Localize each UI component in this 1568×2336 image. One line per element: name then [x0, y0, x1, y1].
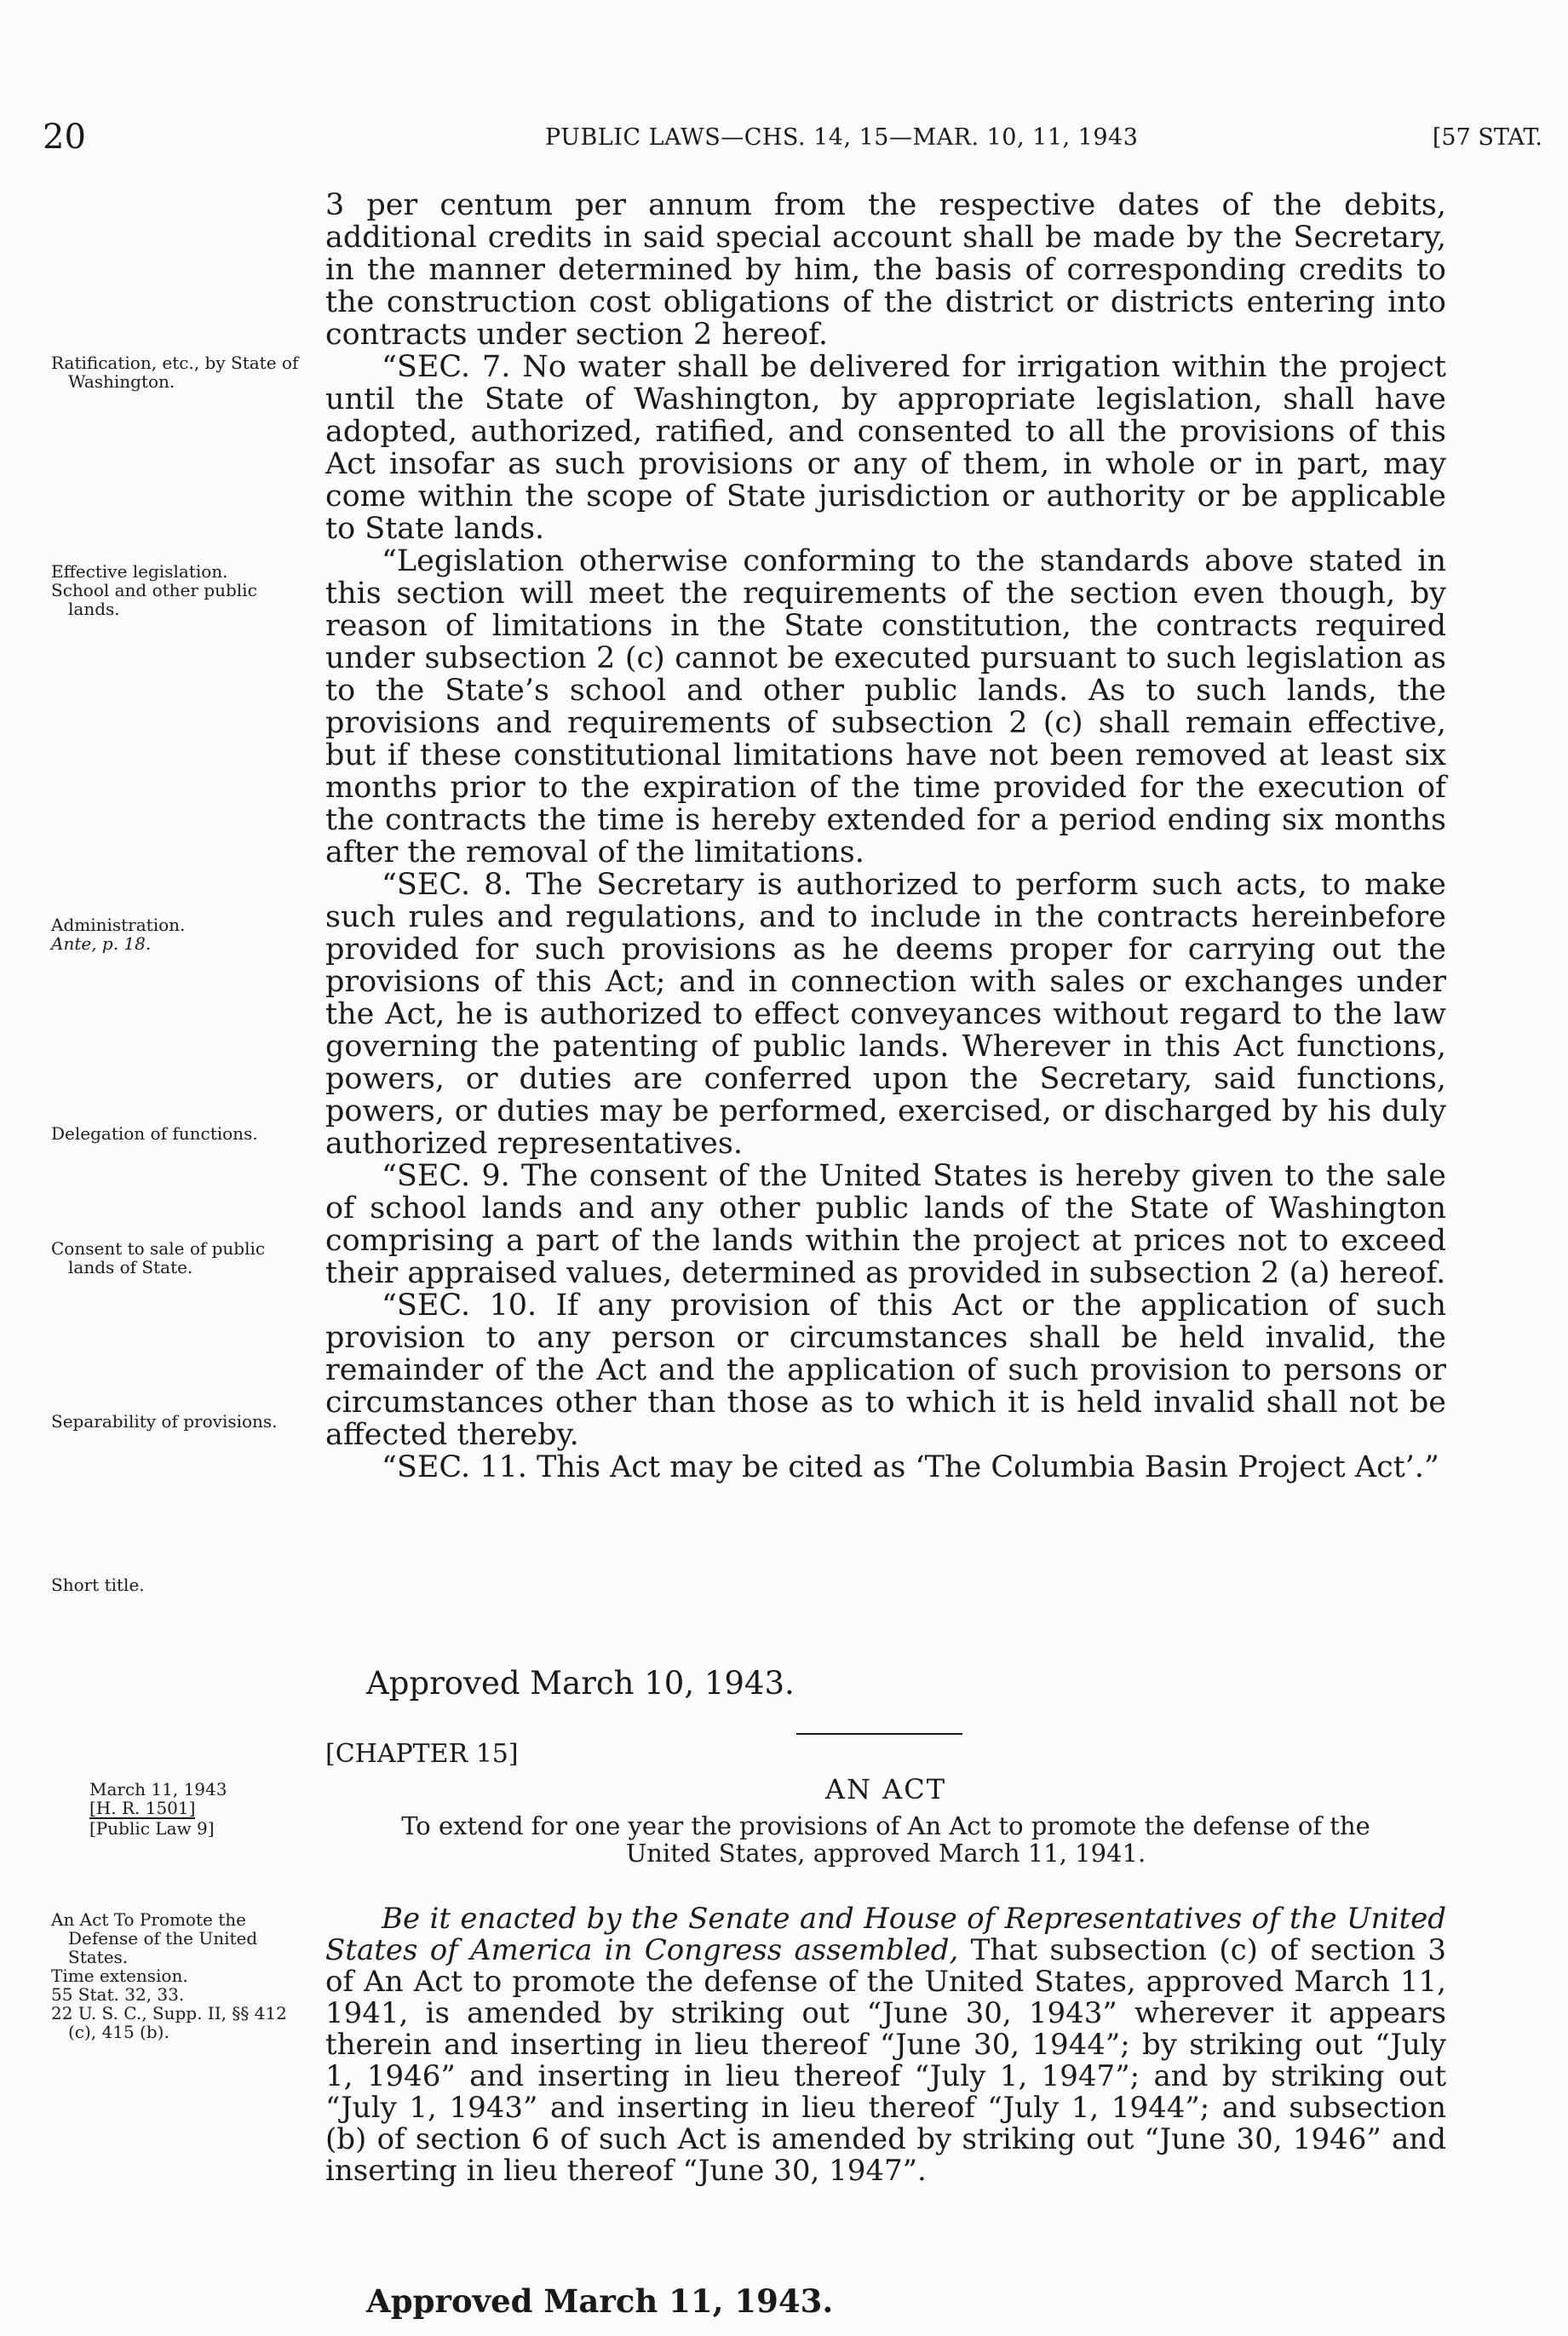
- amendment-text: That subsection (c) of section 3 of An Act to promote the defense of the United States, approved March 11, 1941, is amended by striking out “June 30, 1943” wherever it appears therein and inserting in lieu thereof “June 30, 1944”; by striking out “July 1, 1946” and inserting in lieu thereof “July 1, 1947”; and by striking out “July 1, 1943” and inserting in lieu thereof “July 1, 1944”; and subsection (b) of section 6 of such Act is amended by striking out “June 30, 1946” and inserting in lieu thereof “June 30, 1947”.: [325, 1933, 1447, 2188]
- section-8: “SEC. 8. The Secretary is authorized to perform such acts, to make such rules and regulations, and to include in the contracts hereinbefore provided for such provisions as he deems proper for carrying out the provisions of this Act; and in connection with sales or exchanges under the Act, he is authorized to effect conveyances without regard to the law governing the patenting of public lands. Wherever in this Act functions, powers, or duties are conferred upon the Secretary, said functions, powers, or duties may be performed, exercised, or discharged by his duly authorized representatives.: [325, 868, 1446, 1161]
- legislation-paragraph: “Legislation otherwise conforming to the standards above stated in this section will meet the requirements of the section even though, by reason of limitations in the State constitution, the contracts required under subsection 2 (c) cannot be executed pursuant to such legislation as to the State’s school and other public lands. As to such lands, the provisions and requirements of subsection 2 (c) shall remain effective, but if these constitutional limitations have not been removed at least six months prior to the expiration of the time provided for the execution of the contracts the time is hereby extended for a period ending six months after the removal of the limitations.: [325, 544, 1446, 870]
- section-divider: [796, 1733, 962, 1735]
- enacting-paragraph: [325, 1903, 1446, 2187]
- continuation-paragraph: 3 per centum per annum from the respective dates of the debits, additional credits in said special account shall be made by the Secretary, in the manner determined by him, the basis of corresponding credits to the construction cost obligations of the district or districts entering into contracts under section 2 hereof.: [325, 188, 1446, 352]
- volume-reference: [57 STAT.: [1432, 124, 1542, 151]
- sidenote-defense-act: An Act To Promote the Defense of the United States. Time extension. 55 Stat. 32, 33. 22 U. S. C., Supp. II, §§ 412 (c), 415 (b).: [51, 1910, 307, 2041]
- sidenote-ante-reference: Ante, p. 18.: [51, 933, 152, 954]
- sidenote-effective-legislation: Effective legislation. School and other public lands.: [51, 562, 307, 618]
- act-label: AN ACT: [824, 1773, 947, 1805]
- section-9: “SEC. 9. The consent of the United States is hereby given to the sale of school lands and any other public lands of the State of Washington comprising a part of the lands within the project at prices not to exceed their appraised values, determined as provided in subsection 2 (a) hereof.: [325, 1159, 1446, 1290]
- chapter14-body: [325, 189, 1446, 1484]
- stamp-date: March 11, 1943: [89, 1779, 227, 1799]
- stamp-public-law: [Public Law 9]: [89, 1818, 215, 1839]
- sidenote-delegation: Delegation of functions.: [51, 1123, 258, 1144]
- section-7: “SEC. 7. No water shall be delivered for irrigation within the project until the State of Washington, by appropriate legislation, shall have adopted, authorized, ratified, and consented to all the provisions of this Act insofar as such provisions or any of them, in whole or in part, may come within the scope of State jurisdiction or authority or be applicable to State lands.: [325, 350, 1446, 546]
- sidenote-consent: Consent to sale of public lands of State.: [51, 1238, 266, 1277]
- stamp-hr: [H. R. 1501]: [89, 1798, 196, 1818]
- bill-stamp: [51, 1780, 307, 1838]
- sidenote-time-extension: Time extension.: [51, 1966, 188, 1986]
- section-10: “SEC. 10. If any provision of this Act or the application of such provision to any person or circumstances shall be held invalid, the remainder of the Act and the application of such provision to persons or circumstances other than those as to which it is held invalid shall not be affected thereby.: [325, 1289, 1446, 1452]
- sidenote-separability: Separability of provisions.: [51, 1411, 278, 1432]
- act-subtitle: To extend for one year the provisions of An Act to promote the defense of the United States, approved March 11, 1941.: [401, 1811, 1370, 1868]
- sidenote-stat-ref: 55 Stat. 32, 33.: [51, 1984, 185, 2005]
- chapter15-body: [325, 1903, 1446, 2187]
- sidenote-ratification: Ratification, etc., by State of Washington.: [51, 353, 299, 392]
- sidenote-administration: Administration. Ante, p. 18.: [51, 915, 186, 954]
- sidenote-short-title: Short title.: [51, 1575, 145, 1595]
- page-header: [43, 118, 1542, 160]
- chapter-heading: [CHAPTER 15]: [325, 1739, 519, 1769]
- sidenote-usc-ref: 22 U. S. C., Supp. II, §§ 412 (c), 415 (b).: [51, 2003, 287, 2042]
- running-title: PUBLIC LAWS—CHS. 14, 15—MAR. 10, 11, 1943: [545, 124, 1139, 151]
- sidenote-school-lands: School and other public lands.: [51, 580, 257, 619]
- page-number: 20: [43, 118, 86, 157]
- enacting-clause: Be it enacted by the Senate and House of Representatives of the United States of America in Congress assembled,: [325, 1902, 1446, 1967]
- section-11: “SEC. 11. This Act may be cited as ‘The Columbia Basin Project Act’.”: [382, 1450, 1439, 1484]
- approval-line-1: Approved March 10, 1943.: [366, 1665, 795, 1702]
- approval-line-2: Approved March 11, 1943.: [366, 2282, 834, 2320]
